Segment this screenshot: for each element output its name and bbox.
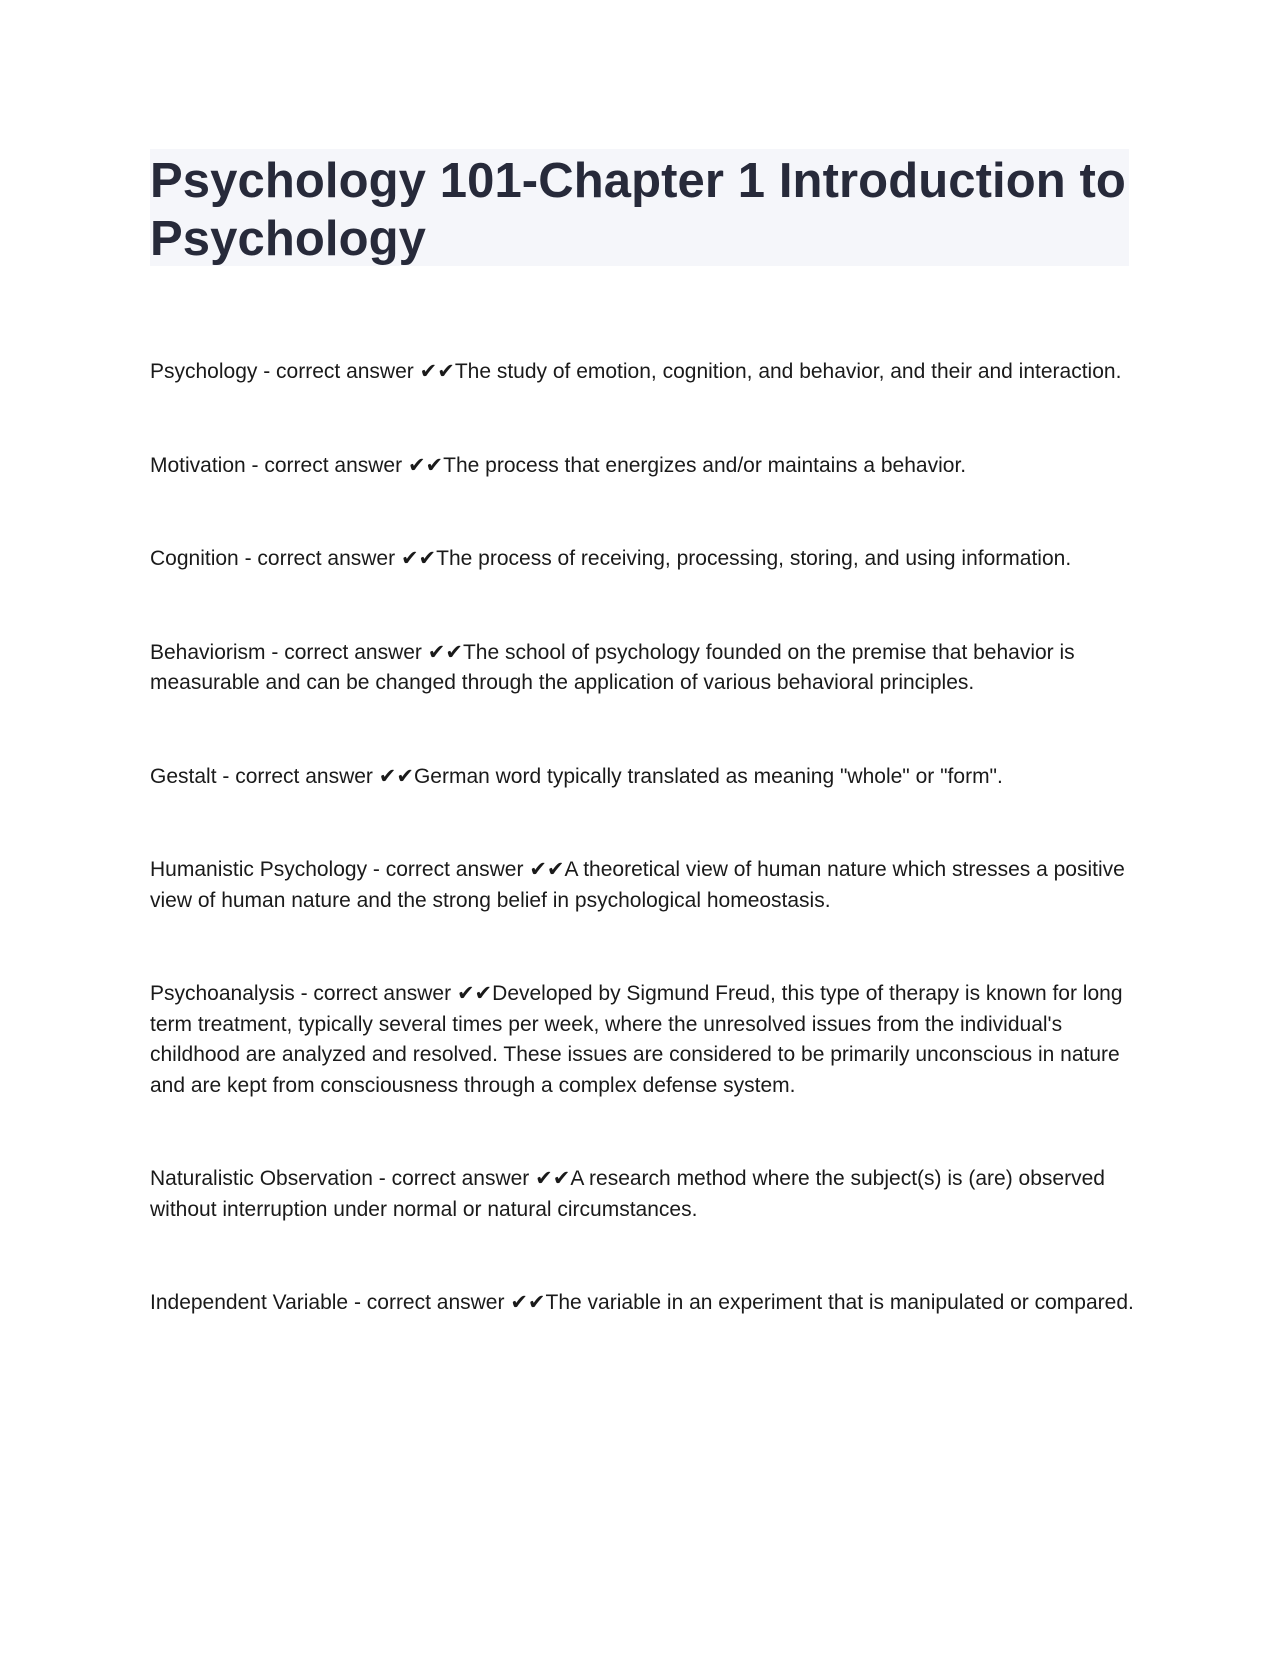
qa-entry (150, 1164, 1140, 1225)
qa-entry (150, 357, 1140, 388)
entry-term: Psychoanalysis (150, 982, 295, 1005)
entry-separator: - correct answer (265, 640, 428, 664)
qa-entry (150, 544, 1140, 575)
checkmark-icon: ✔✔ (456, 982, 493, 1005)
qa-entry (150, 638, 1140, 699)
checkmark-icon: ✔✔ (535, 1167, 571, 1190)
qa-entry (150, 1288, 1140, 1319)
entry-term: Naturalistic Observation (150, 1167, 373, 1190)
entry-separator: - correct answer (238, 547, 401, 570)
checkmark-icon: ✔✔ (419, 360, 455, 383)
entry-definition: The process of receiving, processing, storing, and using information. (436, 547, 1072, 570)
entry-definition: The variable in an experiment that is manipulated or compared. (545, 1291, 1134, 1314)
checkmark-icon: ✔✔ (427, 640, 463, 664)
entry-separator: - correct answer (257, 360, 420, 383)
entry-definition: A theoretical view of human nature which stresses a positive view of human nature and the strong belief in psychological homeostasis. (150, 858, 1125, 912)
checkmark-icon: ✔✔ (510, 1291, 546, 1314)
qa-entry (150, 855, 1140, 916)
qa-entry (150, 451, 1140, 482)
entry-term: Cognition (150, 547, 239, 570)
entry-separator: - correct answer (367, 858, 530, 881)
entry-definition: German word typically translated as meaning "whole" or "form". (413, 764, 1003, 788)
entry-definition: The school of psychology founded on the premise that behavior is measurable and can be changed through the application of various behavioral principles. (150, 640, 1075, 694)
entry-term: Gestalt (150, 764, 217, 788)
entry-separator: - correct answer (348, 1291, 511, 1314)
qa-entry (150, 762, 1140, 793)
entry-term: Independent Variable (150, 1291, 349, 1314)
entry-definition: The study of emotion, cognition, and behavior, and their and interaction. (454, 360, 1122, 383)
document-title: Psychology 101-Chapter 1 Introduction to Psychology (150, 154, 1126, 266)
checkmark-icon: ✔✔ (378, 764, 414, 788)
checkmark-icon: ✔✔ (407, 453, 444, 477)
checkmark-icon: ✔✔ (529, 858, 565, 881)
qa-entry (150, 979, 1140, 1101)
title-block (150, 149, 1129, 266)
entry-term: Motivation (150, 453, 246, 477)
entry-definition: A research method where the subject(s) is (are) observed without interruption under normal or natural circumstances. (150, 1167, 1105, 1221)
entry-definition: Developed by Sigmund Freud, this type of therapy is known for long term treatment, typically several times per week, where the unresolved issues from the individual's childhood are analyzed and resolved. These issues are considered to be primarily unconscious in nature and are kept from consciousness through a complex defense system. (150, 982, 1123, 1097)
entry-separator: - correct answer (245, 453, 408, 477)
qa-entry-list (150, 357, 1140, 1382)
entry-definition: The process that energizes and/or maintains a behavior. (443, 453, 967, 477)
entry-separator: - correct answer (294, 982, 457, 1005)
entry-separator: - correct answer (216, 764, 379, 788)
entry-separator: - correct answer (372, 1167, 536, 1190)
checkmark-icon: ✔✔ (400, 547, 437, 570)
entry-term: Psychology (150, 360, 258, 383)
entry-term: Humanistic Psychology (150, 858, 368, 881)
entry-term: Behaviorism (150, 640, 266, 664)
